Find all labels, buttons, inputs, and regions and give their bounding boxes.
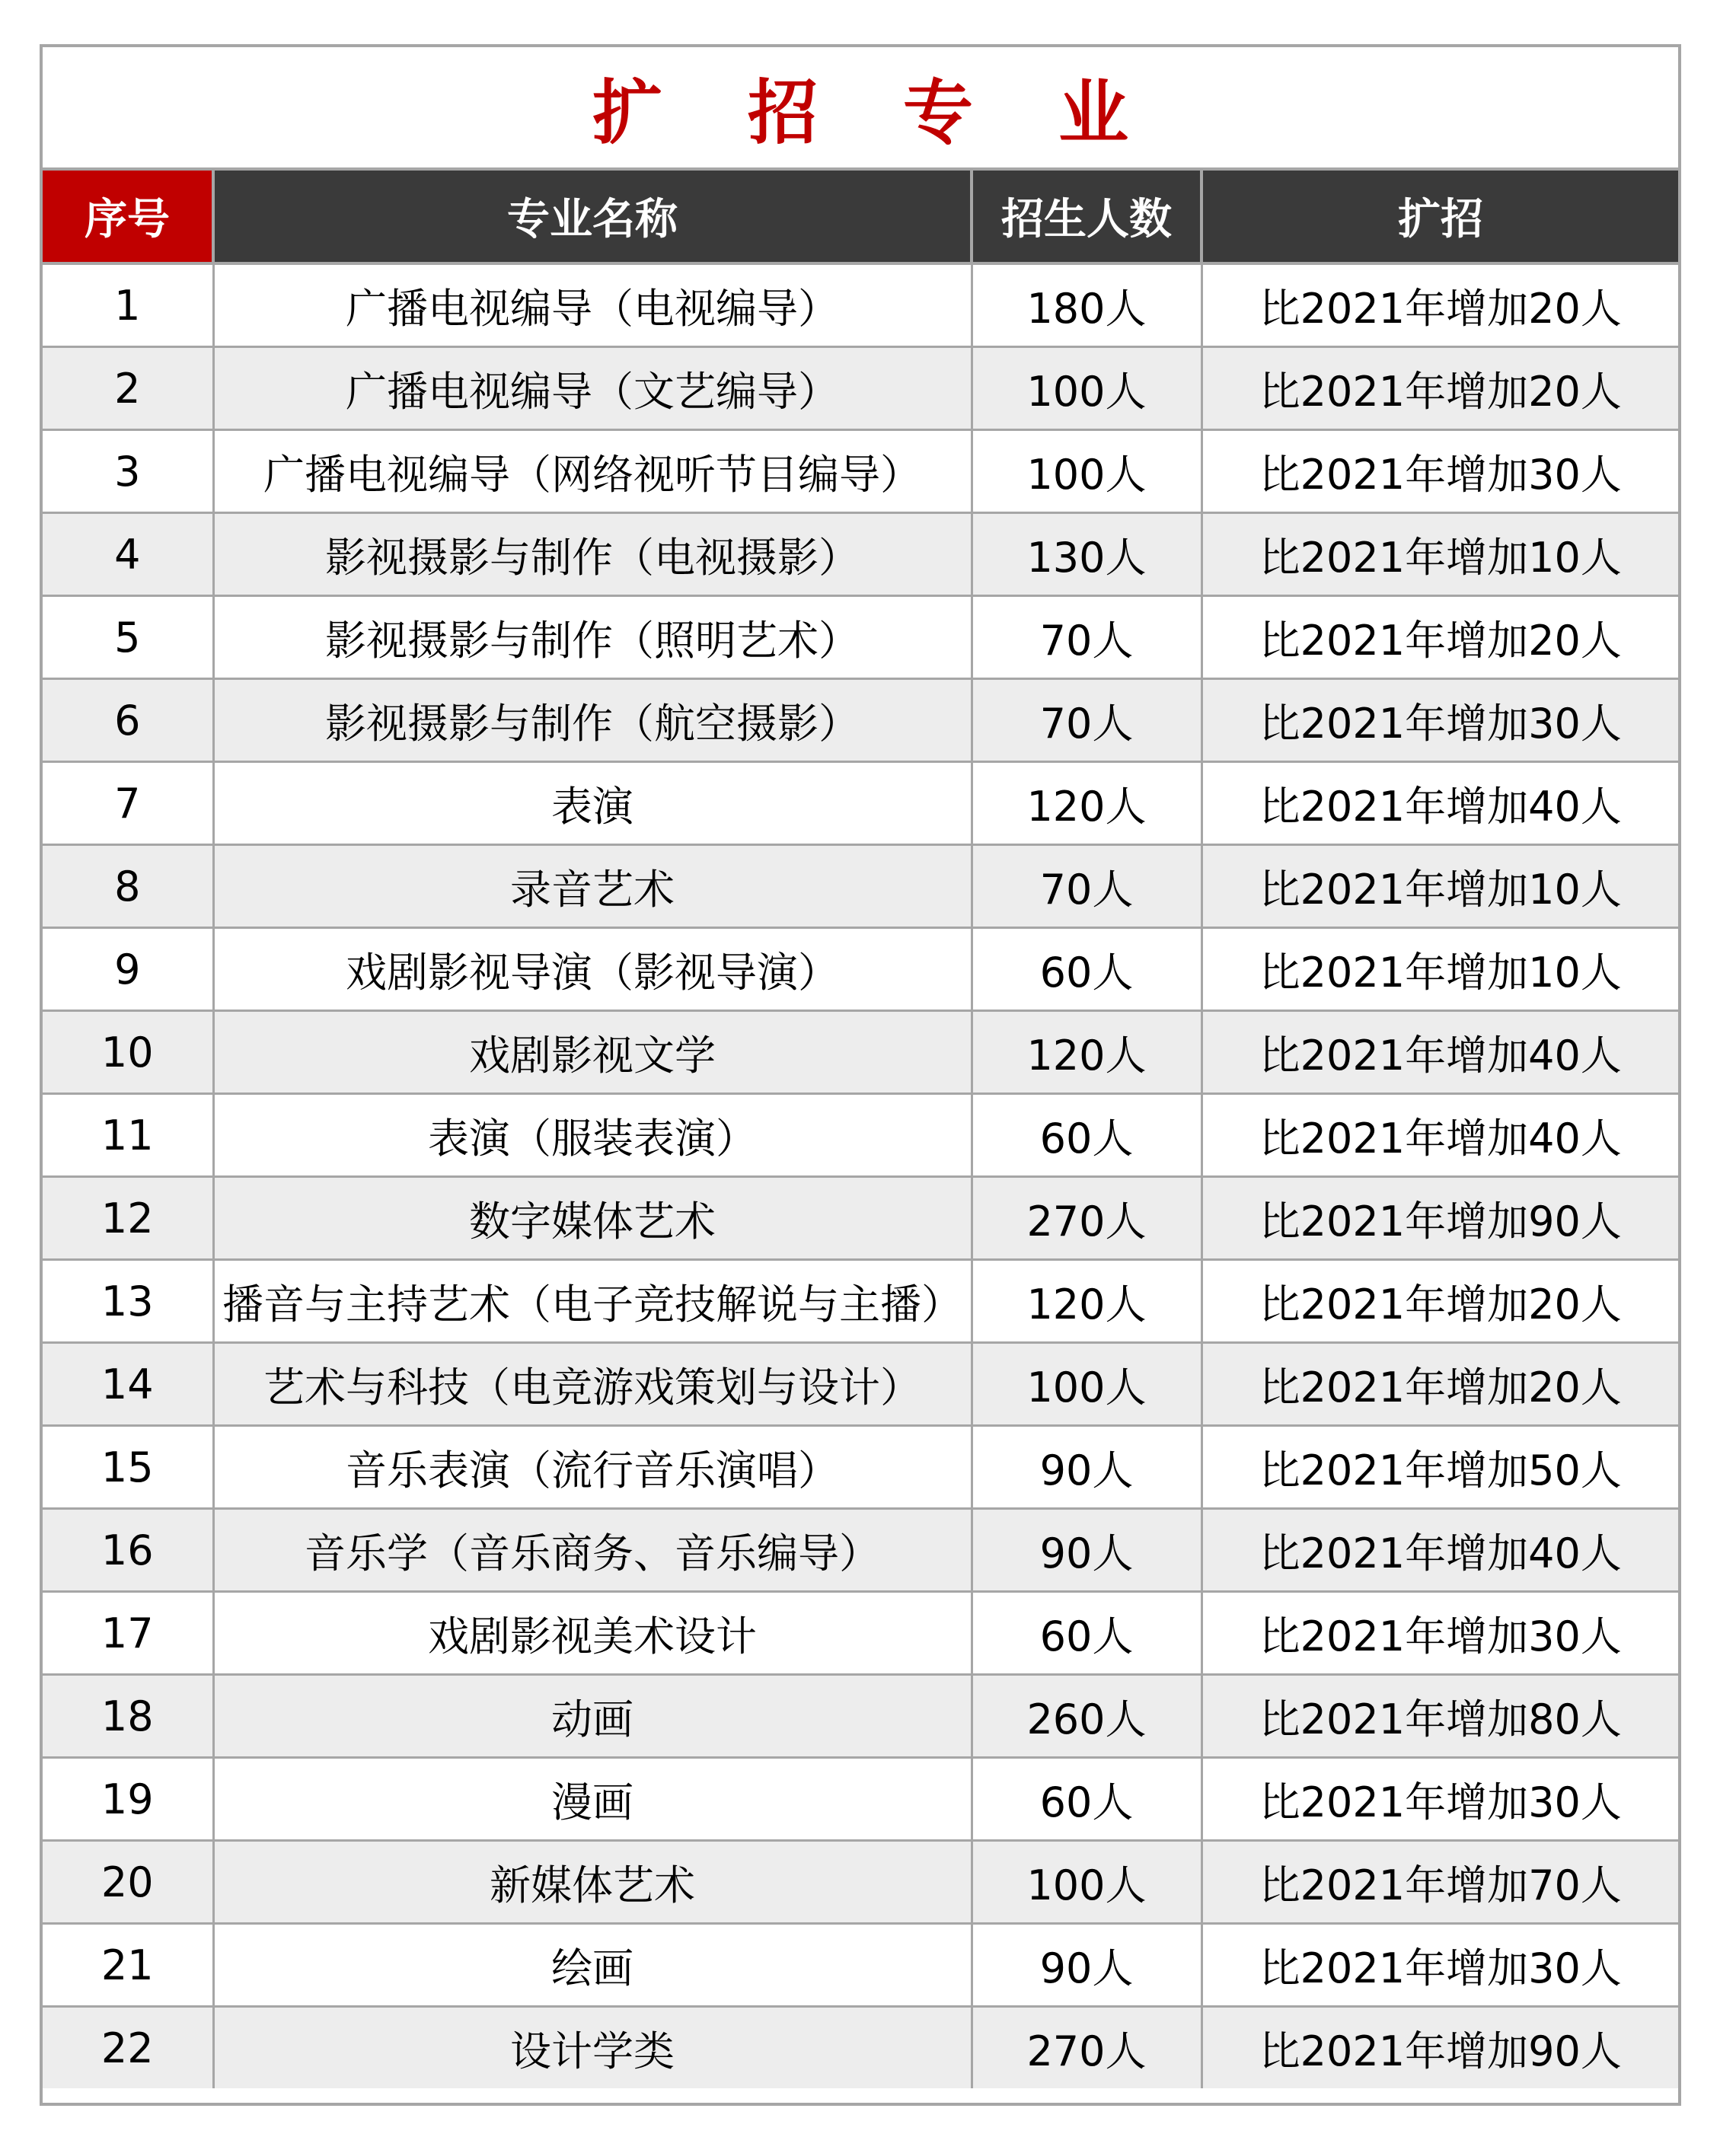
row-major-cell: 漫画 xyxy=(213,1758,972,1841)
row-expansion-cell: 比2021年增加10人 xyxy=(1201,513,1678,596)
table-row xyxy=(43,430,1678,513)
row-major-cell: 戏剧影视美术设计 xyxy=(213,1592,972,1675)
row-enrollment-cell: 70人 xyxy=(972,596,1201,679)
row-expansion-cell: 比2021年增加40人 xyxy=(1201,1509,1678,1592)
table-row xyxy=(43,347,1678,430)
row-major-cell: 音乐表演（流行音乐演唱） xyxy=(213,1426,972,1509)
row-expansion-cell: 比2021年增加90人 xyxy=(1201,1177,1678,1260)
row-enrollment-cell: 100人 xyxy=(972,430,1201,513)
row-major-cell: 广播电视编导（文艺编导） xyxy=(213,347,972,430)
row-enrollment-cell: 90人 xyxy=(972,1924,1201,2007)
title-band xyxy=(43,47,1678,171)
row-seq-cell: 7 xyxy=(43,762,213,845)
table-row xyxy=(43,2007,1678,2089)
row-expansion-cell: 比2021年增加40人 xyxy=(1201,762,1678,845)
table-row xyxy=(43,1094,1678,1177)
table-row xyxy=(43,1011,1678,1094)
row-seq-cell: 13 xyxy=(43,1260,213,1343)
row-seq-cell: 6 xyxy=(43,679,213,762)
table-row xyxy=(43,1675,1678,1758)
row-major-cell: 动画 xyxy=(213,1675,972,1758)
header-seq: 序号 xyxy=(43,171,213,263)
row-seq-cell: 2 xyxy=(43,347,213,430)
row-expansion-cell: 比2021年增加20人 xyxy=(1201,263,1678,347)
row-enrollment-cell: 90人 xyxy=(972,1509,1201,1592)
row-expansion-cell: 比2021年增加40人 xyxy=(1201,1094,1678,1177)
table-row xyxy=(43,596,1678,679)
row-expansion-cell: 比2021年增加70人 xyxy=(1201,1841,1678,1924)
row-major-cell: 播音与主持艺术（电子竞技解说与主播） xyxy=(213,1260,972,1343)
row-seq-cell: 18 xyxy=(43,1675,213,1758)
row-seq-cell: 14 xyxy=(43,1343,213,1426)
row-expansion-cell: 比2021年增加20人 xyxy=(1201,1260,1678,1343)
table-row xyxy=(43,928,1678,1011)
row-enrollment-cell: 120人 xyxy=(972,1011,1201,1094)
row-major-cell: 新媒体艺术 xyxy=(213,1841,972,1924)
row-major-cell: 戏剧影视文学 xyxy=(213,1011,972,1094)
row-enrollment-cell: 180人 xyxy=(972,263,1201,347)
row-seq-cell: 16 xyxy=(43,1509,213,1592)
table-row xyxy=(43,1509,1678,1592)
row-seq-cell: 12 xyxy=(43,1177,213,1260)
row-enrollment-cell: 100人 xyxy=(972,1343,1201,1426)
table-row xyxy=(43,1592,1678,1675)
row-expansion-cell: 比2021年增加30人 xyxy=(1201,1592,1678,1675)
row-expansion-cell: 比2021年增加20人 xyxy=(1201,347,1678,430)
table-row xyxy=(43,1841,1678,1924)
table-row xyxy=(43,1343,1678,1426)
row-major-cell: 录音艺术 xyxy=(213,845,972,928)
row-enrollment-cell: 60人 xyxy=(972,1758,1201,1841)
row-major-cell: 广播电视编导（电视编导） xyxy=(213,263,972,347)
expansion-table-frame xyxy=(40,44,1681,2106)
row-expansion-cell: 比2021年增加50人 xyxy=(1201,1426,1678,1509)
row-major-cell: 影视摄影与制作（航空摄影） xyxy=(213,679,972,762)
table-row xyxy=(43,1426,1678,1509)
header-major: 专业名称 xyxy=(213,171,972,263)
row-expansion-cell: 比2021年增加30人 xyxy=(1201,679,1678,762)
row-seq-cell: 4 xyxy=(43,513,213,596)
majors-table xyxy=(43,171,1678,2088)
row-major-cell: 广播电视编导（网络视听节目编导） xyxy=(213,430,972,513)
row-major-cell: 艺术与科技（电竞游戏策划与设计） xyxy=(213,1343,972,1426)
row-major-cell: 戏剧影视导演（影视导演） xyxy=(213,928,972,1011)
row-expansion-cell: 比2021年增加90人 xyxy=(1201,2007,1678,2089)
row-major-cell: 表演（服装表演） xyxy=(213,1094,972,1177)
page-title: 扩 招 专 业 xyxy=(592,72,1160,154)
row-enrollment-cell: 70人 xyxy=(972,679,1201,762)
row-expansion-cell: 比2021年增加20人 xyxy=(1201,1343,1678,1426)
row-seq-cell: 15 xyxy=(43,1426,213,1509)
row-seq-cell: 11 xyxy=(43,1094,213,1177)
row-seq-cell: 17 xyxy=(43,1592,213,1675)
row-seq-cell: 19 xyxy=(43,1758,213,1841)
row-expansion-cell: 比2021年增加40人 xyxy=(1201,1011,1678,1094)
row-major-cell: 绘画 xyxy=(213,1924,972,2007)
row-seq-cell: 10 xyxy=(43,1011,213,1094)
table-row xyxy=(43,1177,1678,1260)
table-row xyxy=(43,513,1678,596)
row-major-cell: 表演 xyxy=(213,762,972,845)
row-expansion-cell: 比2021年增加80人 xyxy=(1201,1675,1678,1758)
table-row xyxy=(43,845,1678,928)
table-row xyxy=(43,762,1678,845)
row-enrollment-cell: 70人 xyxy=(972,845,1201,928)
row-enrollment-cell: 270人 xyxy=(972,1177,1201,1260)
row-enrollment-cell: 60人 xyxy=(972,928,1201,1011)
row-seq-cell: 1 xyxy=(43,263,213,347)
header-expansion: 扩招 xyxy=(1201,171,1678,263)
row-enrollment-cell: 90人 xyxy=(972,1426,1201,1509)
row-major-cell: 数字媒体艺术 xyxy=(213,1177,972,1260)
row-enrollment-cell: 120人 xyxy=(972,762,1201,845)
row-expansion-cell: 比2021年增加10人 xyxy=(1201,845,1678,928)
row-major-cell: 设计学类 xyxy=(213,2007,972,2089)
row-enrollment-cell: 60人 xyxy=(972,1094,1201,1177)
row-seq-cell: 8 xyxy=(43,845,213,928)
row-seq-cell: 20 xyxy=(43,1841,213,1924)
row-seq-cell: 9 xyxy=(43,928,213,1011)
table-row xyxy=(43,1924,1678,2007)
row-major-cell: 影视摄影与制作（电视摄影） xyxy=(213,513,972,596)
row-seq-cell: 22 xyxy=(43,2007,213,2089)
row-seq-cell: 3 xyxy=(43,430,213,513)
row-enrollment-cell: 120人 xyxy=(972,1260,1201,1343)
row-enrollment-cell: 130人 xyxy=(972,513,1201,596)
table-body xyxy=(43,263,1678,2088)
row-seq-cell: 21 xyxy=(43,1924,213,2007)
table-row xyxy=(43,1758,1678,1841)
row-enrollment-cell: 260人 xyxy=(972,1675,1201,1758)
row-enrollment-cell: 270人 xyxy=(972,2007,1201,2089)
row-enrollment-cell: 100人 xyxy=(972,1841,1201,1924)
row-expansion-cell: 比2021年增加10人 xyxy=(1201,928,1678,1011)
table-header-row xyxy=(43,171,1678,263)
row-seq-cell: 5 xyxy=(43,596,213,679)
row-expansion-cell: 比2021年增加30人 xyxy=(1201,430,1678,513)
row-expansion-cell: 比2021年增加30人 xyxy=(1201,1924,1678,2007)
row-expansion-cell: 比2021年增加20人 xyxy=(1201,596,1678,679)
table-row xyxy=(43,1260,1678,1343)
table-row xyxy=(43,263,1678,347)
row-enrollment-cell: 60人 xyxy=(972,1592,1201,1675)
table-row xyxy=(43,679,1678,762)
row-major-cell: 音乐学（音乐商务、音乐编导） xyxy=(213,1509,972,1592)
row-major-cell: 影视摄影与制作（照明艺术） xyxy=(213,596,972,679)
row-expansion-cell: 比2021年增加30人 xyxy=(1201,1758,1678,1841)
header-enrollment: 招生人数 xyxy=(972,171,1201,263)
row-enrollment-cell: 100人 xyxy=(972,347,1201,430)
